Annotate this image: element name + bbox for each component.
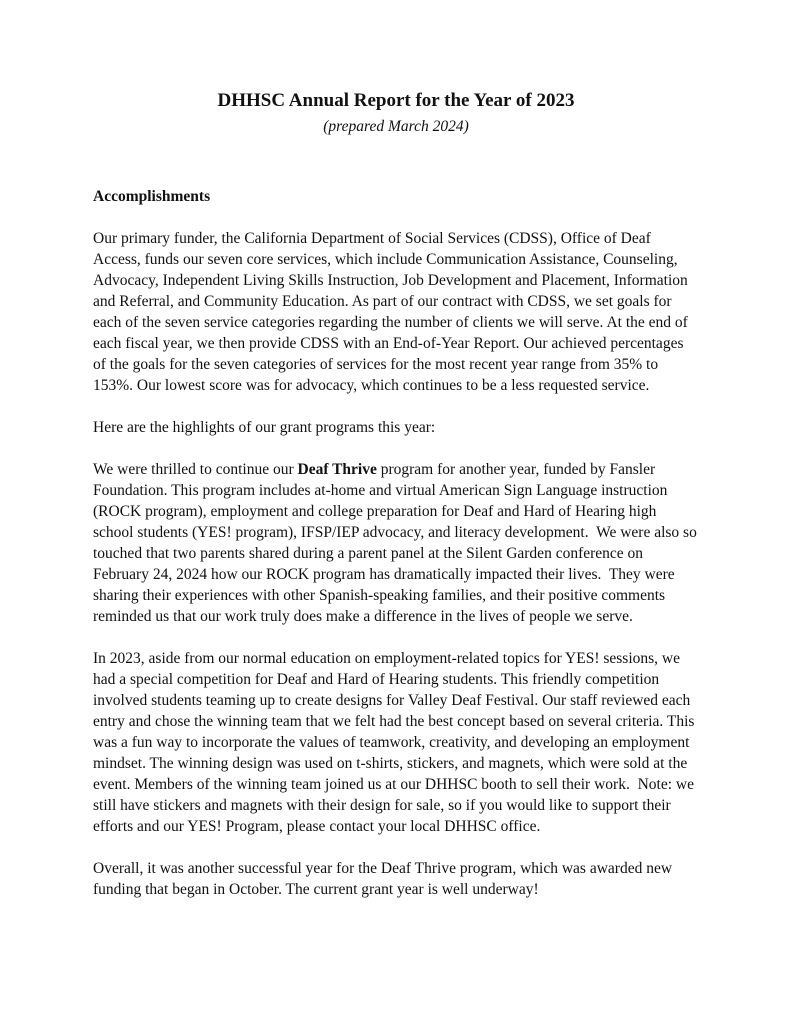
document-title: DHHSC Annual Report for the Year of 2023 <box>217 90 575 111</box>
paragraph-deaf-thrive-run-lead: We were thrilled to continue our <box>93 461 298 478</box>
paragraph-deaf-thrive-run-body: program for another year, funded by Fansler Foundation. This program includes at-home and virtual American Sign Language instruction (ROCK program), employment and college preparation for Deaf and Hard of Hearing high school students (YES! program), IFSP/IEP advocacy, and literacy development. We were also so touched that two parents shared during a parent panel at the Silent Garden conference on February 24, 2024 how our ROCK program has dramatically impacted their lives. They were sharing their experiences with other Spanish-speaking families, and their positive comments reminded us that our work truly does make a difference in the lives of people we serve. <box>93 461 701 625</box>
paragraph-funder-overview: Our primary funder, the California Department of Social Services (CDSS), Office of Deaf Access, funds our seven core services, which include Communication Assistance, Counseling, Advocacy, Independent Living Skills Instruction, Job Development and Placement, Information and Referral, and Community Education. As part of our contract with CDSS, we set goals for each of the seven service categories regarding the number of clients we will serve. At the end of each fiscal year, we then provide CDSS with an End-of-Year Report. Our achieved percentages of the goals for the seven categories of services for the most recent year range from 35% to 153%. Our lowest score was for advocacy, which continues to be a less requested service. <box>93 230 692 394</box>
section-heading-accomplishments: Accomplishments <box>93 188 211 205</box>
paragraph-yes-competition: In 2023, aside from our normal education on employment-related topics for YES! sessions, we had a special competition for Deaf and Hard of Hearing students. This friendly competition involved students teaming up to create designs for Valley Deaf Festival. Our staff reviewed each entry and chose the winning team that we felt had the best concept based on several criteria. This was a fun way to incorporate the values of teamwork, creativity, and developing an employment mindset. The winning design was used on t-shirts, stickers, and magnets, which were sold at the event. Members of the winning team joined us at our DHHSC booth to sell their work. Note: we still have stickers and magnets with their design for sale, so if you would like to support their efforts and our YES! Program, please contact your local DHHSC office. <box>93 650 699 835</box>
document-subtitle: (prepared March 2024) <box>323 118 469 135</box>
paragraph-deaf-thrive <box>93 459 699 627</box>
paragraph-closing: Overall, it was another successful year for the Deaf Thrive program, which was awarded new funding that began in October. The current grant year is well underway! <box>93 860 676 898</box>
paragraph-highlights-intro: Here are the highlights of our grant programs this year: <box>93 419 436 436</box>
deaf-thrive-program-name: Deaf Thrive <box>297 461 377 478</box>
